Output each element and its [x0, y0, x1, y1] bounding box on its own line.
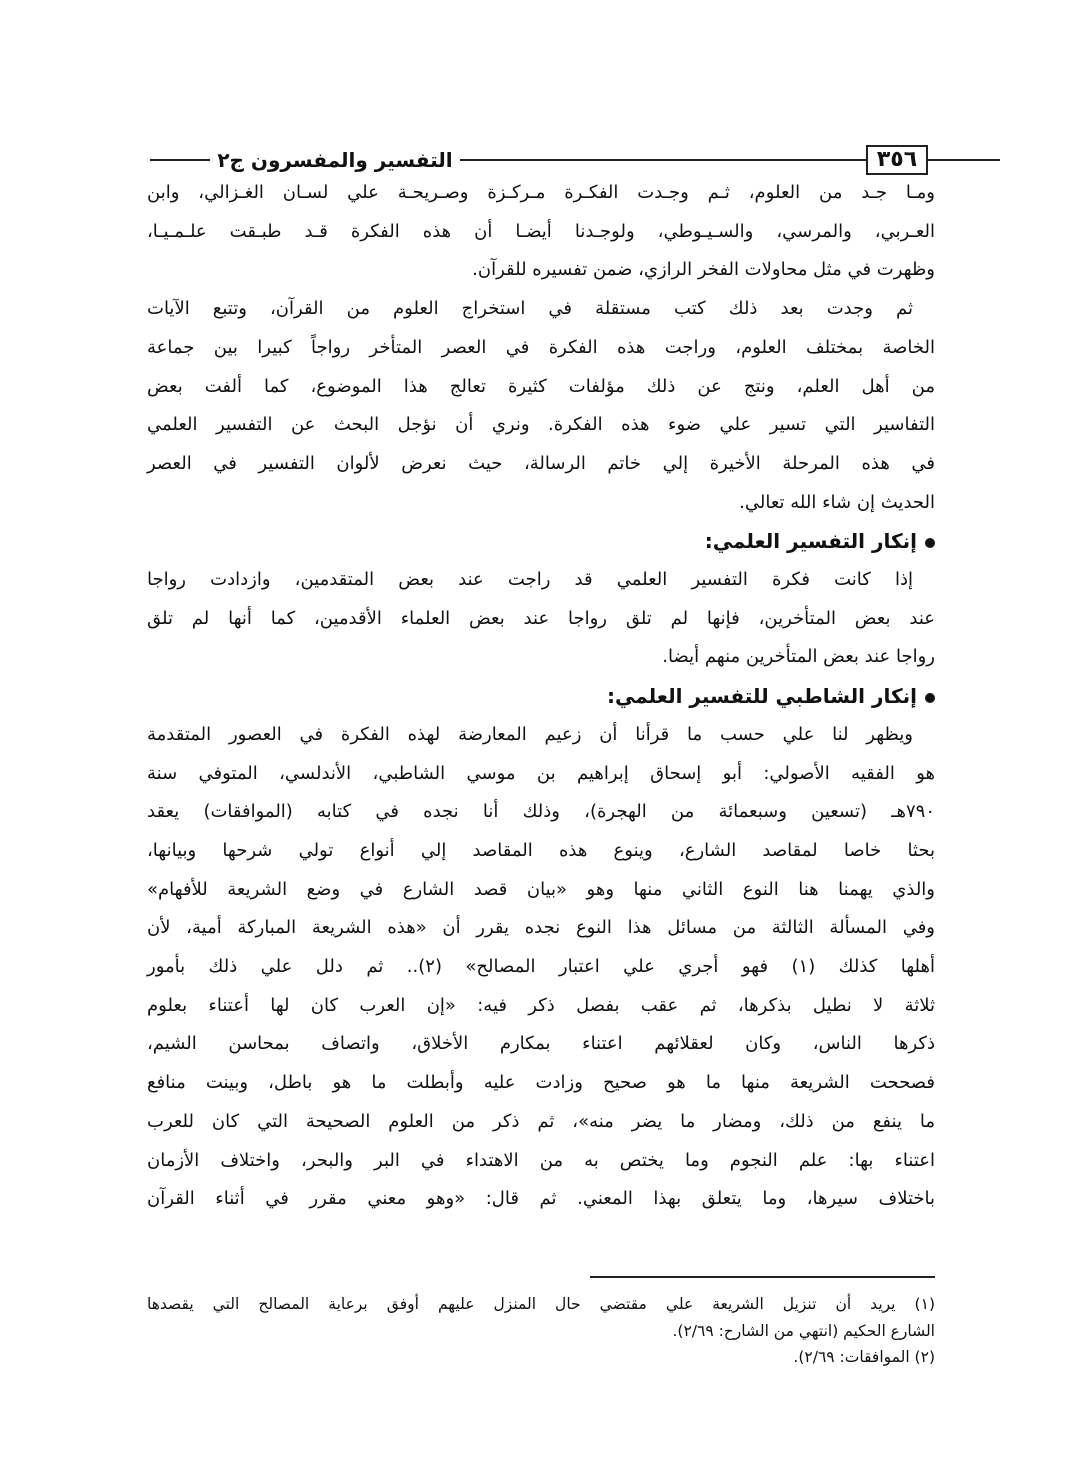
header-rule-left — [150, 159, 210, 161]
footnote-line: الشارع الحكيم (انتهي من الشارح: ٢/٦٩). — [672, 1322, 935, 1340]
line-text: باختلاف سيرها، وما يتعلق بهذا المعني. ثم قال: «وهو معني مقرر في أثناء القرآن — [147, 1188, 935, 1210]
line-text: إنكار الشاطبي للتفسير العلمي: — [606, 684, 917, 709]
text-line — [147, 952, 935, 982]
text-line — [147, 1146, 935, 1176]
text-line — [147, 410, 935, 440]
line-text: وظهرت في مثل محاولات الفخر الرازي، ضمن تفسيره للقرآن. — [472, 259, 935, 281]
line-text: عند بعض المتأخرين، فإنها لم تلق رواجا عند بعض العلماء الأقدمين، كما أنها لم تلق — [147, 607, 935, 629]
text-line — [147, 991, 935, 1021]
line-text: وفي المسألة الثالثة من مسائل هذا النوع نجده يقرر أن «هذه الشريعة المباركة أمية، لأن — [147, 917, 935, 939]
text-line — [147, 255, 935, 285]
line-text: ثلاثة لا نطيل بذكرها، ثم عقب بفصل ذكر فيه: «إن العرب كان لها أعتناء بعلوم — [147, 994, 935, 1016]
text-line — [147, 372, 935, 402]
section-heading — [147, 526, 935, 556]
text-line — [147, 449, 935, 479]
line-text: ويظهر لنا علي حسب ما قرأنا أن زعيم المعارضة لهذه الفكرة في العصور المتقدمة — [147, 723, 913, 745]
text-line — [147, 1068, 935, 1098]
line-text: ذكرها الناس، وكان لعقلائهم اعتناء بمكارم الأخلاق، واتصاف بمحاسن الشيم، — [147, 1033, 935, 1055]
section-heading — [147, 681, 935, 711]
page-number: ٣٥٦ — [866, 145, 928, 175]
bullet-icon — [925, 693, 935, 703]
footnote-line: (٢) الموافقات: ٢/٦٩). — [793, 1348, 935, 1366]
line-text: ٧٩٠هـ (تسعين وسبعمائة من الهجرة)، وذلك أنا نجده في كتابه (الموافقات) يعقد — [147, 801, 935, 823]
text-line — [147, 913, 935, 943]
line-text: في هذه المرحلة الأخيرة إلي خاتم الرسالة، حيث نعرض لألوان التفسير في العصر — [147, 452, 935, 474]
line-text: والذي يهمنا هنا النوع الثاني منها وهو «بيان قصد الشارع في وضع الشريعة للأفهام» — [147, 878, 935, 900]
line-text: الخاصة بمختلف العلوم، وراجت هذه الفكرة في العصر المتأخر رواجاً كبيرا بين جماعة — [147, 336, 935, 358]
line-text: من أهل العلم، ونتج عن ذلك مؤلفات كثيرة تعالج هذا الموضوع، كما ألفت بعض — [147, 375, 935, 397]
text-line — [147, 642, 935, 672]
header-rule-right — [928, 159, 1000, 161]
line-text: فصححت الشريعة منها ما هو صحيح وزادت عليه وأبطلت ما هو باطل، وبينت منافع — [147, 1072, 935, 1094]
bullet-icon — [925, 538, 935, 548]
line-text: العـربي، والمرسي، والسـيـوطي، ولوجـدنا أيضـا أن هذه الفكرة قـد طبـقت علـمـيـا، — [147, 220, 935, 242]
text-line — [147, 488, 935, 518]
line-text: اعتناء بها: علم النجوم وما يختص به من الاهتداء في البر والبحر، واختلاف الأزمان — [147, 1149, 935, 1171]
text-line — [147, 217, 935, 247]
running-title: التفسير والمفسرون ج٢ — [217, 148, 453, 172]
line-text: ومـا جـد من العلوم، ثـم وجـدت الفكـرة مـركـزة وصـريحـة علي لسـان الغـزالي، وابن — [147, 182, 935, 203]
line-text: التفاسير التي تسير علي ضوء هذه الفكرة. ونري أن نؤجل البحث عن التفسير العلمي — [147, 414, 935, 436]
text-line — [147, 294, 935, 324]
text-line — [147, 333, 935, 363]
footnote-separator — [590, 1276, 935, 1278]
text-line — [147, 1107, 935, 1137]
line-text: رواجا عند بعض المتأخرين منهم أيضا. — [662, 646, 935, 668]
text-line — [147, 565, 935, 595]
line-text: إنكار التفسير العلمي: — [704, 529, 917, 554]
header-rule-middle — [460, 159, 866, 161]
text-line — [147, 720, 935, 750]
line-text: إذا كانت فكرة التفسير العلمي قد راجت عند بعض المتقدمين، وازدادت رواجا — [147, 569, 913, 590]
line-text: الحديث إن شاء الله تعالي. — [739, 491, 935, 513]
text-line — [147, 797, 935, 827]
text-line — [147, 875, 935, 905]
text-line — [147, 836, 935, 866]
footnote-line: (١) يريد أن تنزيل الشريعة علي مقتضي حال المنزل عليهم أوفق برعاية المصالح التي يقصدها — [147, 1295, 935, 1313]
line-text: ثم وجدت بعد ذلك كتب مستقلة في استخراج العلوم من القرآن، وتتبع الآيات — [147, 298, 913, 320]
text-line — [147, 178, 935, 208]
line-text: ما ينفع من ذلك، ومضار ما يضر منه»، ثم ذكر من العلوم الصحيحة التي كان للعرب — [147, 1110, 935, 1132]
text-line — [147, 604, 935, 634]
text-line — [147, 1184, 935, 1214]
text-line — [147, 1029, 935, 1059]
line-text: هو الفقيه الأصولي: أبو إسحاق إبراهيم بن موسي الشاطبي، الأندلسي، المتوفي سنة — [147, 762, 935, 784]
text-line — [147, 759, 935, 789]
line-text: بحثا خاصا لمقاصد الشارع، وينوع هذه المقاصد إلي أنواع تولي شرحها وبيانها، — [147, 839, 935, 861]
line-text: أهلها كذلك (١) فهو أجري علي اعتبار المصالح» (٢).. ثم دلل علي ذلك بأمور — [147, 956, 935, 977]
